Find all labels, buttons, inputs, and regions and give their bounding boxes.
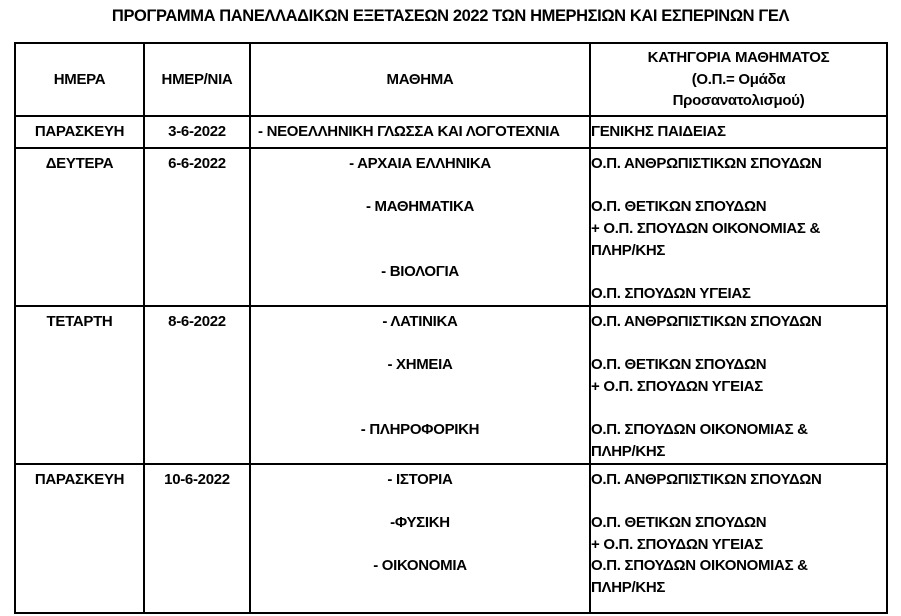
category-line	[591, 398, 886, 420]
table-row	[15, 148, 887, 306]
category-line: Ο.Π. ΘΕΤΙΚΩΝ ΣΠΟΥΔΩΝ	[591, 356, 767, 374]
header-row	[15, 43, 887, 116]
column-header-date	[144, 43, 250, 116]
subject-line: - ΒΙΟΛΟΓΙΑ	[381, 263, 459, 281]
category-line: ΠΛΗΡ/ΚΗΣ	[591, 241, 666, 259]
day-cell	[15, 306, 144, 464]
category-line: Ο.Π. ΣΠΟΥΔΩΝ ΟΙΚΟΝΟΜΙΑΣ &	[591, 557, 808, 575]
subject-cell	[250, 306, 590, 464]
subject-line: -ΦΥΣΙΚΗ	[390, 514, 450, 531]
header-line: ΗΜΕΡΑ	[53, 70, 106, 88]
category-line: Ο.Π. ΑΝΘΡΩΠΙΣΤΙΚΩΝ ΣΠΟΥΔΩΝ	[591, 312, 822, 330]
subject-line	[251, 490, 589, 512]
category-line: Ο.Π. ΑΝΘΡΩΠΙΣΤΙΚΩΝ ΣΠΟΥΔΩΝ	[591, 155, 822, 172]
subject-line	[251, 398, 589, 420]
subject-cell	[250, 464, 590, 613]
subject-line	[251, 240, 589, 262]
category-line: + Ο.Π. ΣΠΟΥΔΩΝ ΟΙΚΟΝΟΜΙΑΣ &	[591, 220, 821, 238]
category-line: Ο.Π. ΘΕΤΙΚΩΝ ΣΠΟΥΔΩΝ	[591, 514, 767, 531]
subject-line: - ΝΕΟΕΛΛΗΝΙΚΗ ΓΛΩΣΣΑ ΚΑΙ ΛΟΓΟΤΕΧΝΙΑ	[258, 123, 560, 140]
date-cell	[144, 148, 250, 306]
header-line: ΗΜΕΡ/ΝΙΑ	[161, 70, 233, 88]
table-header	[15, 43, 887, 116]
category-line: + Ο.Π. ΣΠΟΥΔΩΝ ΥΓΕΙΑΣ	[591, 535, 763, 553]
subject-line	[251, 218, 589, 240]
day-label: ΤΕΤΑΡΤΗ	[46, 312, 113, 330]
category-line: ΠΛΗΡ/ΚΗΣ	[591, 579, 666, 597]
date-label: 6-6-2022	[168, 155, 226, 172]
subject-line: - ΠΛΗΡΟΦΟΡΙΚΗ	[360, 421, 480, 439]
column-header-category	[590, 43, 887, 116]
date-cell	[144, 306, 250, 464]
day-cell	[15, 116, 144, 148]
day-label: ΠΑΡΑΣΚΕΥΗ	[34, 123, 125, 140]
page-title: ΠΡΟΓΡΑΜΜΑ ΠΑΝΕΛΛΑΔΙΚΩΝ ΕΞΕΤΑΣΕΩΝ 2022 ΤΩΝ ΗΜΕΡΗΣΙΩΝ ΚΑΙ ΕΣΠΕΡΙΝΩΝ ΓΕΛ	[111, 7, 790, 25]
column-header-subject	[250, 43, 590, 116]
category-cell	[590, 464, 887, 613]
category-line	[591, 261, 886, 283]
date-label: 3-6-2022	[168, 123, 226, 140]
date-label: 10-6-2022	[164, 470, 230, 488]
date-cell	[144, 464, 250, 613]
subject-cell	[250, 116, 590, 148]
subject-line	[251, 376, 589, 398]
header-line: ΚΑΤΗΓΟΡΙΑ ΜΑΘΗΜΑΤΟΣ	[647, 48, 830, 66]
header-line: ΜΑΘΗΜΑ	[386, 70, 454, 88]
subject-line: - ΙΣΤΟΡΙΑ	[387, 470, 453, 488]
table-row	[15, 116, 887, 148]
exam-schedule-table	[14, 42, 888, 614]
day-cell	[15, 148, 144, 306]
date-cell	[144, 116, 250, 148]
table-body	[15, 116, 887, 613]
subject-line	[251, 283, 589, 305]
category-line: Ο.Π. ΣΠΟΥΔΩΝ ΟΙΚΟΝΟΜΙΑΣ &	[591, 421, 808, 439]
date-label: 8-6-2022	[168, 312, 226, 330]
category-line: Ο.Π. ΘΕΤΙΚΩΝ ΣΠΟΥΔΩΝ	[591, 198, 767, 216]
category-line: ΓΕΝΙΚΗΣ ΠΑΙΔΕΙΑΣ	[591, 123, 726, 140]
category-line	[591, 490, 886, 512]
category-cell	[590, 116, 887, 148]
day-cell	[15, 464, 144, 613]
category-line	[591, 333, 886, 355]
subject-line	[251, 577, 589, 599]
subject-line: - ΟΙΚΟΝΟΜΙΑ	[373, 557, 467, 575]
day-label: ΔΕΥΤΕΡΑ	[45, 155, 114, 172]
subject-line: - ΧΗΜΕΙΑ	[387, 356, 453, 374]
header-line: (Ο.Π.= Ομάδα	[691, 70, 786, 88]
category-cell	[590, 306, 887, 464]
header-line: Προσανατολισμού)	[672, 92, 805, 110]
subject-line: - ΛΑΤΙΝΙΚΑ	[382, 312, 458, 330]
subject-line	[251, 441, 589, 463]
category-line: ΠΛΗΡ/ΚΗΣ	[591, 442, 666, 460]
day-label: ΠΑΡΑΣΚΕΥΗ	[34, 470, 125, 488]
category-line: + Ο.Π. ΣΠΟΥΔΩΝ ΥΓΕΙΑΣ	[591, 377, 763, 395]
category-cell	[590, 148, 887, 306]
subject-line	[251, 534, 589, 556]
subject-line: - ΜΑΘΗΜΑΤΙΚΑ	[365, 198, 475, 216]
subject-line: - ΑΡΧΑΙΑ ΕΛΛΗΝΙΚΑ	[349, 155, 491, 172]
category-line: Ο.Π. ΑΝΘΡΩΠΙΣΤΙΚΩΝ ΣΠΟΥΔΩΝ	[591, 470, 822, 488]
category-line	[591, 175, 886, 197]
table-row	[15, 306, 887, 464]
subject-line	[251, 333, 589, 355]
column-header-day	[15, 43, 144, 116]
subject-line	[251, 175, 589, 197]
table-row	[15, 464, 887, 613]
subject-cell	[250, 148, 590, 306]
category-line: Ο.Π. ΣΠΟΥΔΩΝ ΥΓΕΙΑΣ	[591, 285, 751, 303]
